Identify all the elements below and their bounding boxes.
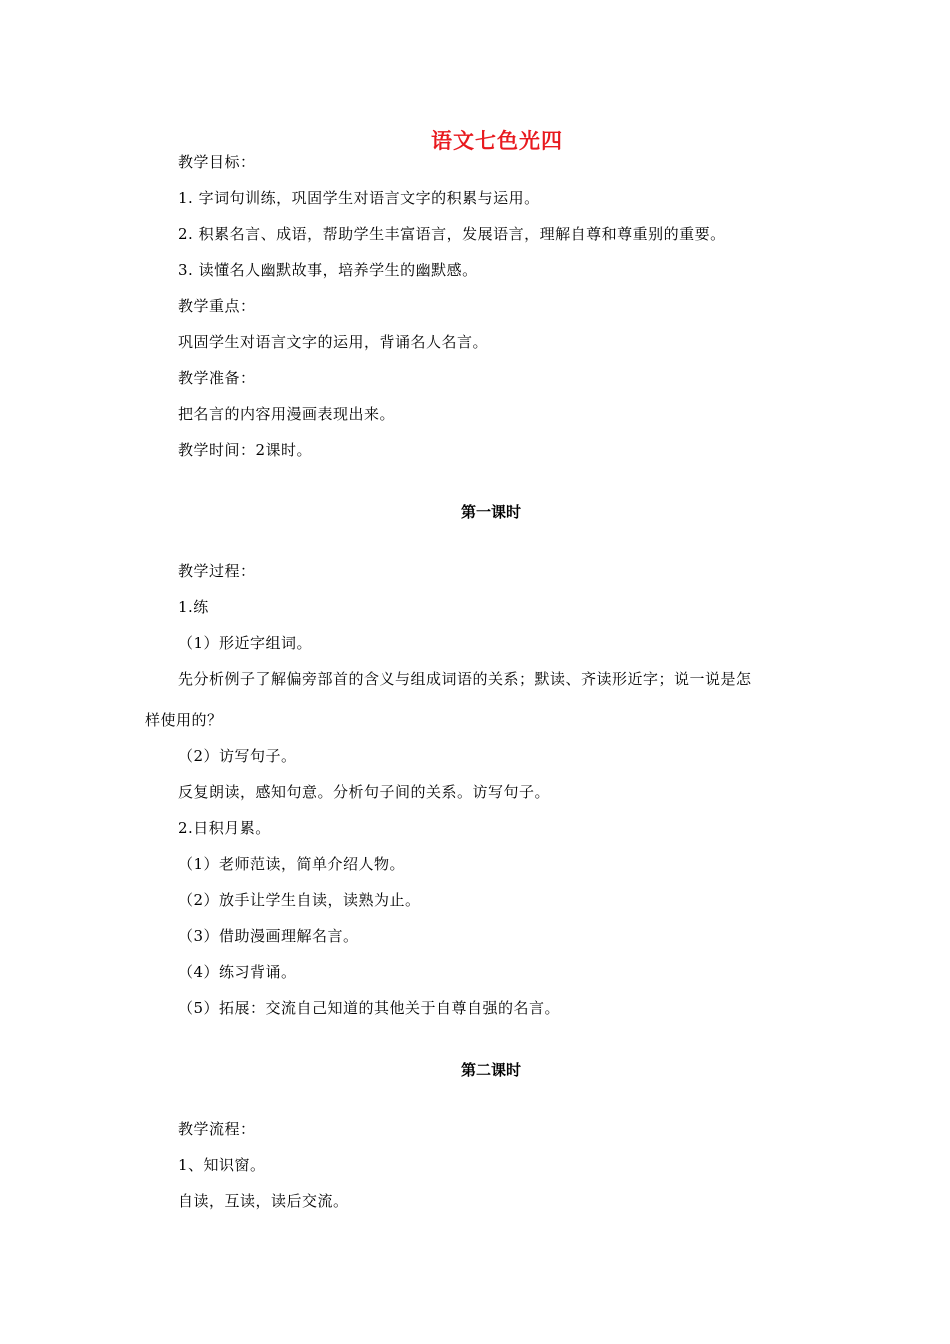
lesson1-step1: 1.练 — [178, 598, 209, 616]
lesson2-step1-text: 自读，互读，读后交流。 — [178, 1192, 349, 1210]
lesson2-heading: 第二课时 — [460, 1061, 521, 1079]
lesson1-step2-item-3: （3）借助漫画理解名言。 — [178, 927, 359, 945]
lesson1-step1-sub1: （1）形近字组词。 — [178, 634, 313, 652]
lesson1-step2-item-4: （4）练习背诵。 — [178, 963, 297, 981]
time-text: 教学时间：2课时。 — [178, 441, 313, 459]
lesson2-step1: 1、知识窗。 — [178, 1156, 266, 1174]
focus-label: 教学重点： — [178, 297, 256, 315]
goal-item-1: 1. 字词句训练，巩固学生对语言文字的积累与运用。 — [178, 189, 540, 207]
lesson1-step1-sub2-text: 反复朗读，感知句意。分析句子间的关系。访写句子。 — [178, 783, 551, 801]
lesson1-step1-sub2: （2）访写句子。 — [178, 747, 297, 765]
goal-item-3: 3. 读懂名人幽默故事，培养学生的幽默感。 — [178, 261, 478, 279]
prep-label: 教学准备： — [178, 369, 256, 387]
lesson1-step2-item-2: （2）放手让学生自读，读熟为止。 — [178, 891, 421, 909]
prep-text: 把名言的内容用漫画表现出来。 — [178, 405, 396, 423]
goal-item-2: 2. 积累名言、成语，帮助学生丰富语言，发展语言，理解自尊和尊重别的重要。 — [178, 225, 726, 243]
lesson1-step2-item-1: （1）老师范读，简单介绍人物。 — [178, 855, 406, 873]
focus-text: 巩固学生对语言文字的运用，背诵名人名言。 — [178, 333, 489, 351]
lesson1-step2-item-5: （5）拓展：交流自己知道的其他关于自尊自强的名言。 — [178, 999, 561, 1017]
lesson1-step1-sub1-text-cont: 样使用的？ — [145, 711, 223, 729]
lesson2-process-label: 教学流程： — [178, 1120, 256, 1138]
goals-label: 教学目标： — [178, 153, 256, 171]
lesson1-step1-sub1-text: 先分析例子了解偏旁部首的含义与组成词语的关系；默读、齐读形近字；说一说是怎 — [178, 670, 752, 688]
lesson1-heading: 第一课时 — [460, 503, 521, 521]
lesson1-step2: 2.日积月累。 — [178, 819, 271, 837]
document-title: 语文七色光四 — [431, 129, 563, 153]
lesson1-process-label: 教学过程： — [178, 562, 256, 580]
